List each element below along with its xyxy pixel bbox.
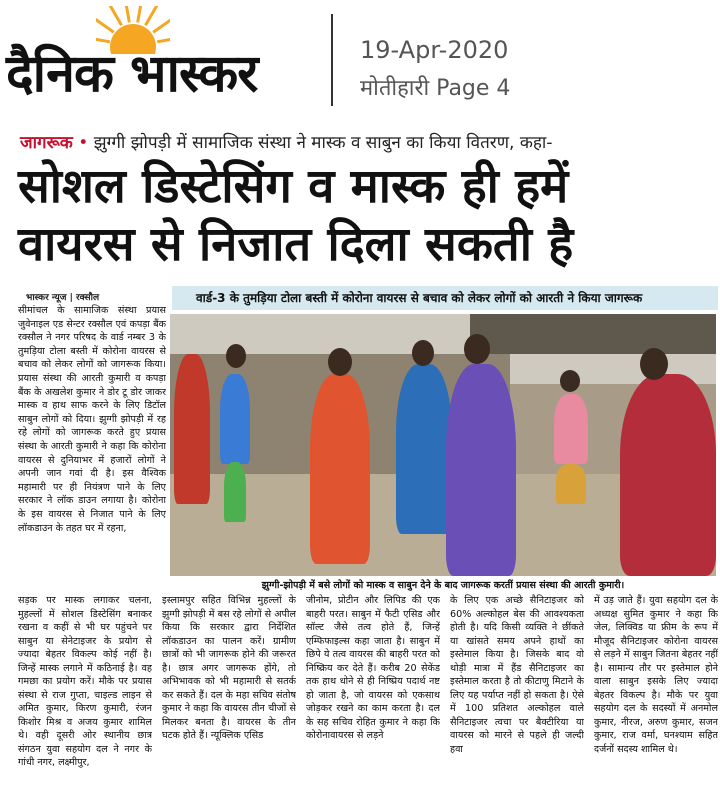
kicker bbox=[20, 130, 552, 153]
headline-line-1: सोशल डिस्टेसिंग व मास्क ही हमें bbox=[18, 159, 569, 214]
headline bbox=[18, 158, 718, 274]
byline: भास्कर न्यूज | रक्सौल bbox=[26, 293, 100, 303]
masthead-divider bbox=[331, 14, 333, 106]
article-columns bbox=[18, 594, 718, 784]
article-column-3: जीनोम, प्रोटीन और लिपिड की एक बाहरी परत। साबुन में फैटी एसिड और सॉल्ट जैसे तत्व होते हैं, जिन्हें एम्फिफाइल्स कहा जाता है। साबुन में छिपे ये तत्व वायरस की बाहरी परत को निष्क्रिय कर देते हैं। करीब 20 सेकेंड तक हाथ धोने से ही निष्प्रिय पदार्थ नष्ट हो जाता है, जो वायरस को एकसाथ जोड़कर रखने का काम करता है। दल के सह सचिव रोहित कुमार ने कहा कि कोरोनावायरस से लड़ने bbox=[306, 595, 440, 741]
news-photo bbox=[170, 314, 716, 576]
kicker-tag: जागरूक bbox=[20, 133, 73, 153]
article-column-5: में उड़ जाते हैं। युवा सहयोग दल के अध्यक्ष सुमित कुमार ने कहा कि जेल, लिक्विड या फ्रीम के रूप में मौजूद सैनिटाइजर कोरोना वायरस से लड़ने में साबुन जितना बेहतर नहीं है। सामान्य तौर पर इस्तेमाल होने वाला साबुन इसके लिए ज्यादा बेहतर विकल्प है। मौके पर युवा सहयोग दल के सदस्यों में अनमोल कुमार, नीरज, अरुण कुमार, सजन कुमार, राज वर्मा, घनश्याम सहित दर्जनों सदस्य शामिल थे। bbox=[594, 595, 718, 755]
headline-line-2: वायरस से निजात दिला सकती है bbox=[18, 217, 574, 272]
masthead bbox=[0, 0, 720, 120]
article-intro-column: सीमांचल के सामाजिक संस्था प्रयास जुवेनाइल एड सेन्टर रक्सौल एवं कपड़ा बैंक रक्सौल ने नगर परिषद के वार्ड नम्बर 3 के तुमड़िया टोला बस्ती में कोरोना वायरस से बचाव को लेकर लोगों को जागरूक किया। प्रयास संस्था की आरती कुमारी व कपड़ा बैंक के अखलेश कुमार ने डोर टू डोर जाकर मास्क व हाथ साफ करने के लिए डिटॉल साबुन लोगों को दिया। झुग्गी झोपड़ी में रह रहे लोगों को जागरूक करते हुए प्रयास संस्था के आरती कुमारी ने कहा कि कोरोना वायरस से दुनियाभर में हजारों लोगों ने अपनी जान गवां दी है। इस वैश्विक महामारी पर ही नियंत्रण पाने के लिए सरकार ने लॉक डाउन लगाया है। कोरोना के इस वायरस से निजात पाने के लिए लॉकडाउन के तहत घर में रहना, bbox=[18, 305, 166, 534]
photo-caption: झुग्गी-झोपड़ी में बसे लोगों को मास्क व साबुन देने के बाद जागरूक करतीं प्रयास संस्था की आरती कुमारी। bbox=[261, 580, 625, 591]
article-column-4: के लिए एक अच्छे सैनिटाइजर को 60% अल्कोहल बेस की आवश्यकता होती है। यदि किसी व्यक्ति ने छींकते या खांसते समय अपने हाथों का इस्तेमाल किया है। जिसके बाद वो थोड़ी मात्रा में हैंड सैनिटाइजर का इस्तेमाल करता है तो कीटाणु मिटाने के लिए यह पर्याप्त नहीं हो सकता है। ऐसे में 100 प्रतिशत अल्कोहल वाले सैनिटाइजर त्वचा पर बैक्टीरिया या वायरस को मारने से पहले ही जल्दी हवा bbox=[450, 595, 584, 755]
edition-page: मोतीहारी Page 4 bbox=[360, 76, 511, 101]
photo-headline-bar: वार्ड-3 के तुमड़िया टोला बस्ती में कोरोना वायरस से बचाव को लेकर लोगों को आरती ने किया जागरूक bbox=[172, 286, 718, 310]
kicker-bullet: • bbox=[78, 133, 89, 153]
article-column-2: इस्लामपुर सहित विभिन्न मुहल्लों के झुग्गी झोपड़ी में बस रहे लोगों से अपील किया कि सरकार द्वारा निर्देशित लॉकडाउन का पालन करें। ग्रामीण छात्रों को भी जागरूक होने की जरूरत है। छात्र अगर जागरूक होंगे, तो अभिभावक को भी महामारी से सतर्क कर सकते हैं। दल के महा सचिव संतोष कुमार ने कहा कि वायरस तीन चीजों से मिलकर बनता है। वायरस के तीन घटक होते हैं। न्यूक्लिक एसिड bbox=[162, 595, 296, 741]
publication-date: 19-Apr-2020 bbox=[360, 36, 509, 64]
kicker-text: झुग्गी झोपड़ी में सामाजिक संस्था ने मास्क व साबुन का किया वितरण, कहा- bbox=[93, 133, 553, 153]
newspaper-logo: दैनिक भास्कर bbox=[6, 43, 258, 104]
article-column-1: सड़क पर मास्क लगाकर चलना, मुहल्लों में सोशल डिस्टेसिंग बनाकर रखना व कहीं से भी घर पहुंचने पर साबुन या सेनेटाइजर के प्रयोग से ज्यादा बेहतर विकल्प कोई नहीं है। जिन्हें मास्क लगाने में कठिनाई है। वह गमछा का प्रयोग करें। मौके पर प्रयास संस्था से राज गुप्ता, चाइल्ड लाइन से अमित कुमार, किरण कुमारी, रंजन किशोर मिश्र व अजय कुमार शामिल थे। वही दूसरी ओर स्थानीय छात्र संगठन युवा सहयोग दल ने नगर के गांधी नगर, लक्ष्मीपुर, bbox=[18, 595, 152, 768]
